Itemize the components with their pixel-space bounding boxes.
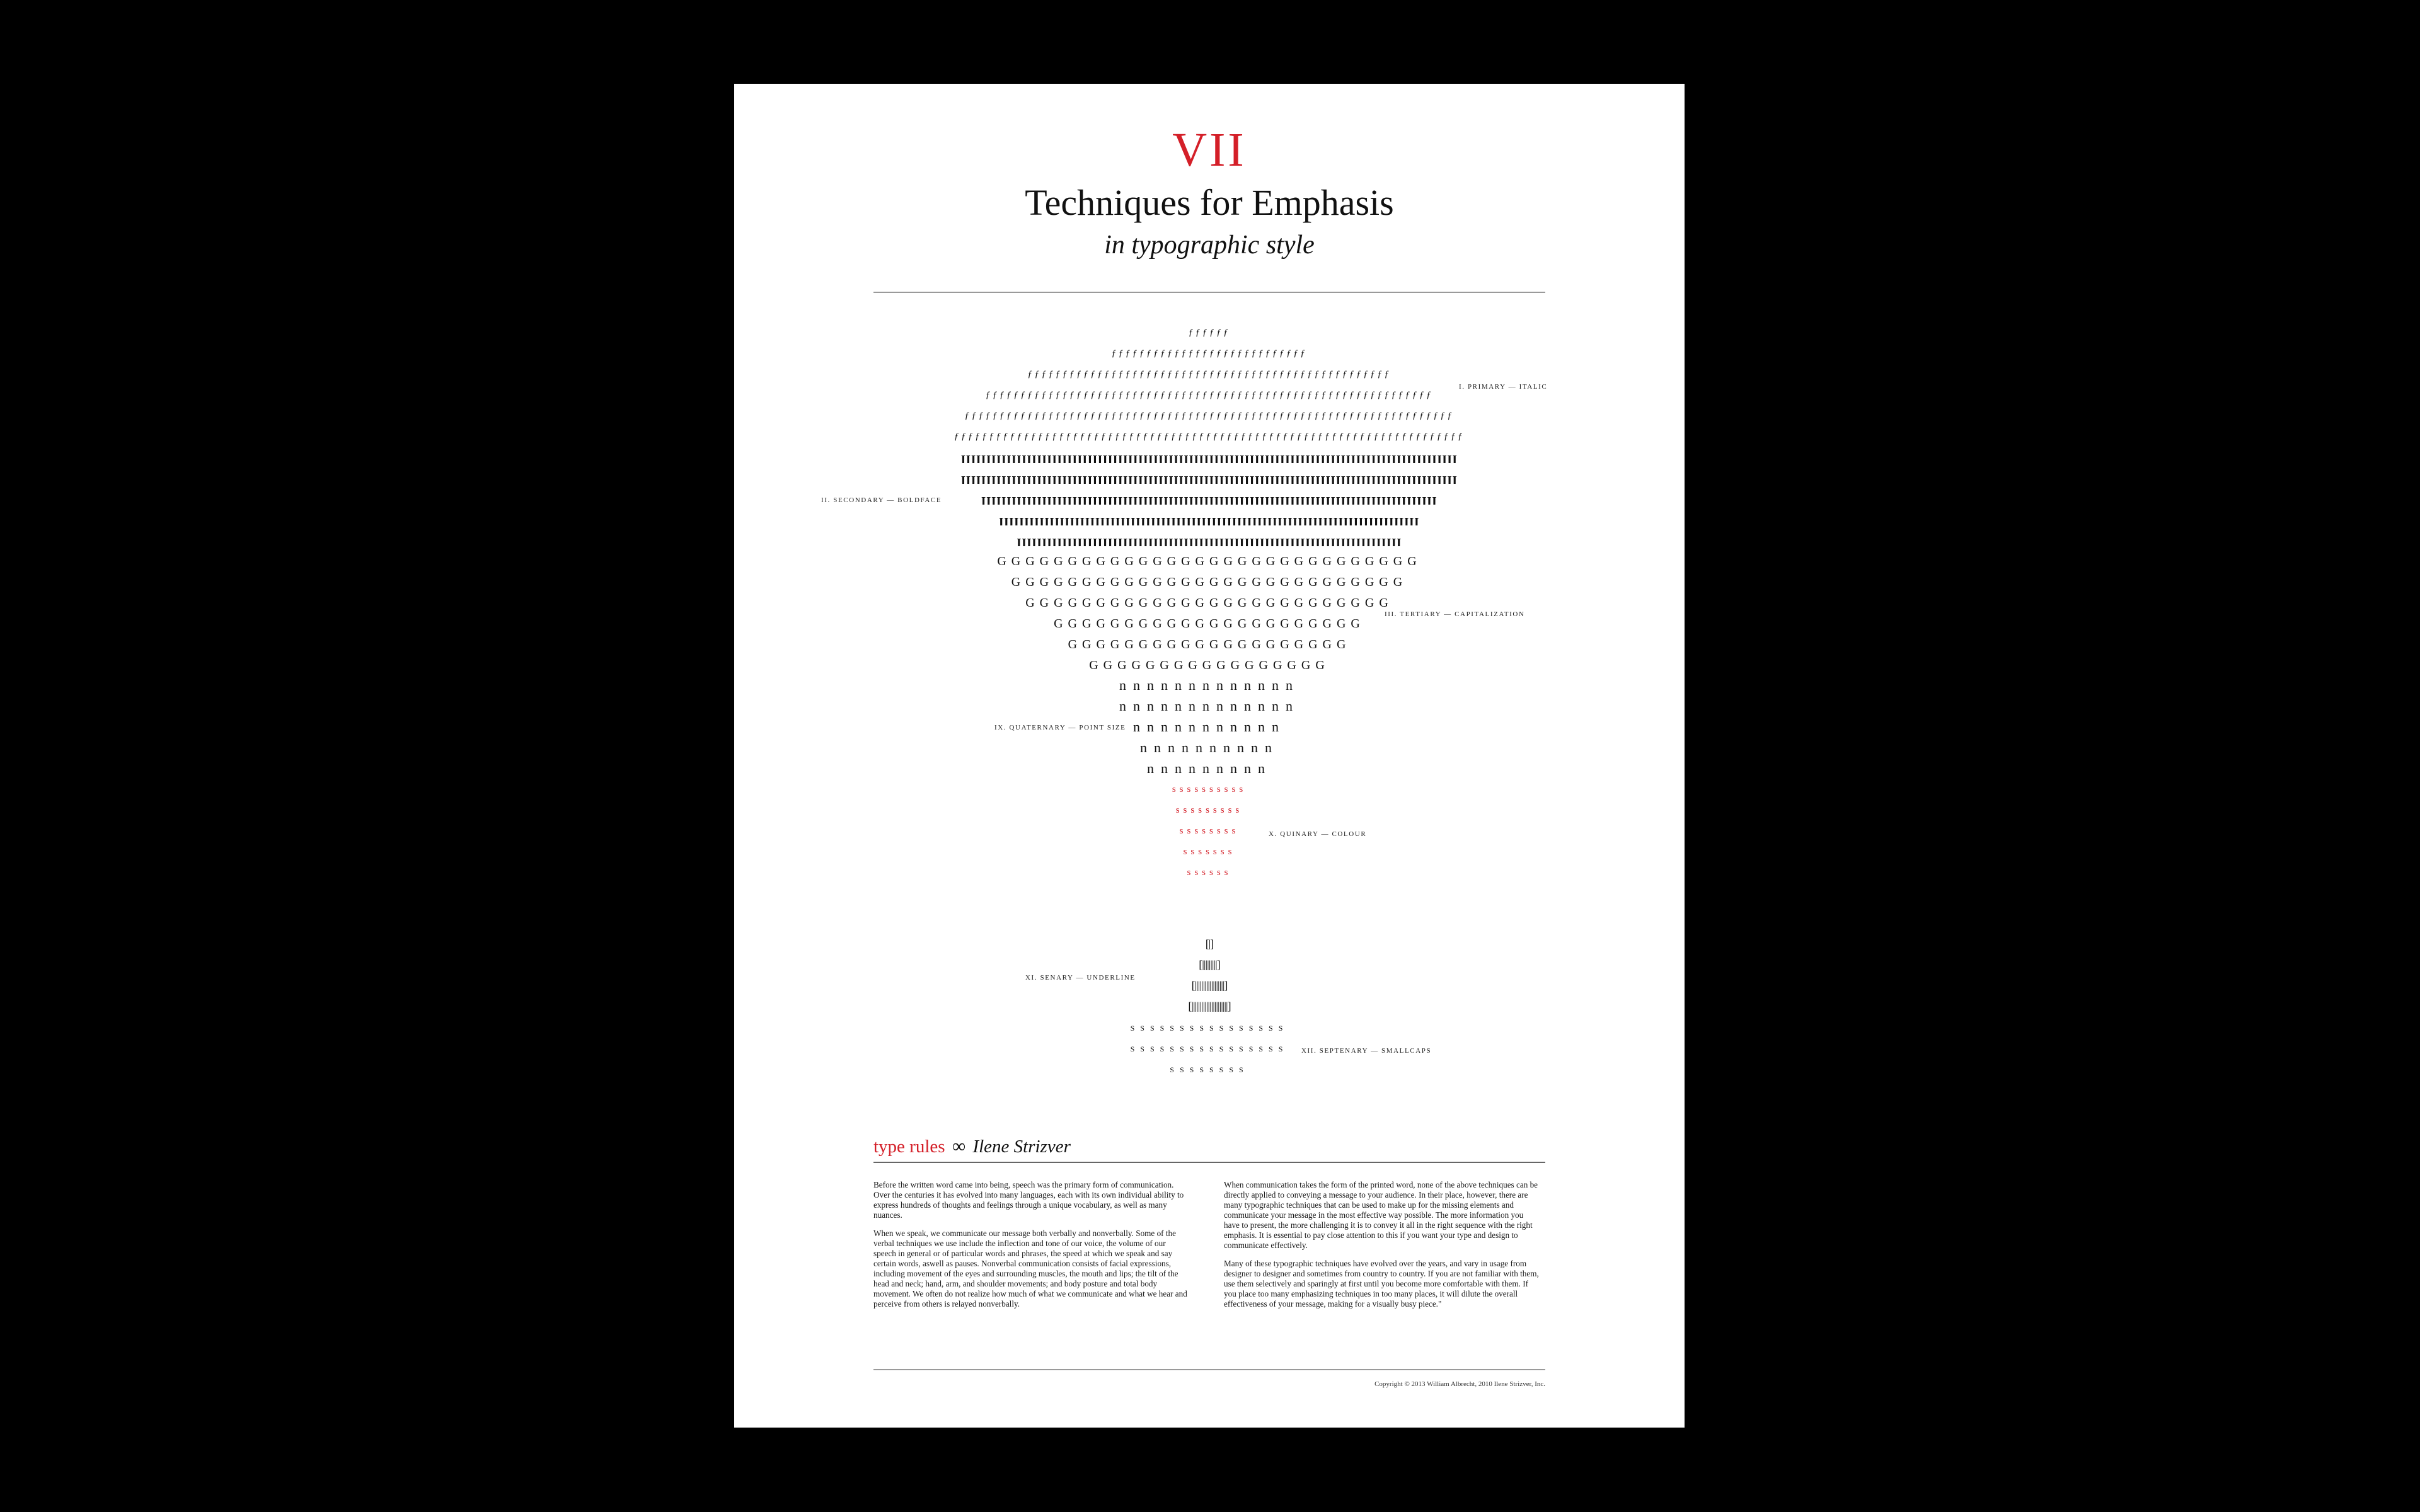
label-primary: I. PRIMARY — ITALIC xyxy=(1459,383,1548,391)
colour-row: sssssssss xyxy=(1175,806,1243,815)
colour-row: ssssss xyxy=(1187,868,1232,878)
author-name: Ilene Strizver xyxy=(972,1137,1071,1157)
italic-row: ƒƒƒƒƒƒƒƒƒƒƒƒƒƒƒƒƒƒƒƒƒƒƒƒƒƒƒƒƒƒƒƒƒƒƒƒƒƒƒƒƒƒƒƒƒƒƒƒƒƒƒƒƒƒƒƒƒƒƒƒƒƒƒƒ xyxy=(985,391,1434,400)
caps-row: GGGGGGGGGGGGGGGGG xyxy=(1089,659,1330,672)
bottom-divider xyxy=(873,1369,1545,1370)
bold-row: ꞁꞁꞁꞁꞁꞁꞁꞁꞁꞁꞁꞁꞁꞁꞁꞁꞁꞁꞁꞁꞁꞁꞁꞁꞁꞁꞁꞁꞁꞁꞁꞁꞁꞁꞁꞁꞁꞁꞁꞁꞁꞁꞁꞁꞁꞁꞁꞁꞁꞁꞁꞁꞁꞁꞁꞁꞁꞁꞁꞁꞁꞁꞁꞁꞁꞁꞁꞁꞁꞁꞁꞁꞁꞁꞁꞁꞁꞁꞁꞁꞁꞁꞁꞁꞁꞁꞁꞁꞁꞁꞁꞁꞁꞁꞁꞁꞁꞁ xyxy=(961,472,1458,484)
body-column-right xyxy=(1224,1180,1539,1317)
caps-row: GGGGGGGGGGGGGGGGGGGGGGGGGGGGGG xyxy=(997,555,1422,568)
infinity-glyph: ∞ xyxy=(952,1136,966,1157)
caps-row: GGGGGGGGGGGGGGGGGGGGGG xyxy=(1054,617,1365,630)
label-tertiary: III. TERTIARY — CAPITALIZATION xyxy=(1385,610,1525,618)
italic-row: ƒƒƒƒƒƒ xyxy=(1188,328,1231,338)
label-quinary: X. QUINARY — COLOUR xyxy=(1269,830,1367,838)
chapter-numeral: VII xyxy=(1172,123,1247,176)
page-title: Techniques for Emphasis xyxy=(1025,182,1394,223)
italic-row: ƒƒƒƒƒƒƒƒƒƒƒƒƒƒƒƒƒƒƒƒƒƒƒƒƒƒƒƒƒƒƒƒƒƒƒƒƒƒƒƒƒƒƒƒƒƒƒƒƒƒƒƒƒƒƒƒƒƒƒƒƒƒƒƒƒƒƒƒƒƒƒƒƒ xyxy=(954,432,1465,442)
label-quaternary: IX. QUATERNARY — POINT SIZE xyxy=(994,724,1126,731)
underline-row: [|] xyxy=(1205,938,1214,949)
underline-row: [||||||||||||||||||||||] xyxy=(1188,1000,1231,1012)
series-signature xyxy=(873,1137,1071,1156)
bold-row: ꞁꞁꞁꞁꞁꞁꞁꞁꞁꞁꞁꞁꞁꞁꞁꞁꞁꞁꞁꞁꞁꞁꞁꞁꞁꞁꞁꞁꞁꞁꞁꞁꞁꞁꞁꞁꞁꞁꞁꞁꞁꞁꞁꞁꞁꞁꞁꞁꞁꞁꞁꞁꞁꞁꞁꞁꞁꞁꞁꞁꞁꞁꞁꞁꞁꞁꞁꞁꞁꞁꞁꞁꞁꞁꞁꞁꞁꞁꞁꞁꞁꞁꞁ xyxy=(999,514,1420,525)
series-name: type rules xyxy=(873,1137,945,1157)
label-secondary: II. SECONDARY — BOLDFACE xyxy=(821,496,942,504)
body-paragraph: Many of these typographic techniques have evolved over the years, and vary in usage from designer to designer and sometimes from country to country. If you are not familiar with them, use them selectively and sparingly at first until you become more comfortable with them. If you place too many emphasizing techniques in too many places, it will dilute the overall effectiveness of your message, making for a visually busy piece." xyxy=(1224,1259,1539,1309)
poster xyxy=(734,84,1685,1428)
body-paragraph: When communication takes the form of the printed word, none of the above techniques can be directly applied to conveying a message to your audience. In their place, however, there are many typographic techniques that can be used to make up for the missing elements and communicate your message in the most effective way possible. The more information you have to present, the more challenging it is to convey it all in the right sequence with the right emphasis. It is essential to pay close attention to this if you want your type and design to communicate effectively. xyxy=(1224,1180,1538,1250)
copyright-notice: Copyright © 2013 William Albrecht, 2010 Ilene Strizver, Inc. xyxy=(1374,1380,1545,1388)
smallcaps-row: SSSSSSSSSSSSSSSS xyxy=(1130,1045,1289,1053)
bold-row: ꞁꞁꞁꞁꞁꞁꞁꞁꞁꞁꞁꞁꞁꞁꞁꞁꞁꞁꞁꞁꞁꞁꞁꞁꞁꞁꞁꞁꞁꞁꞁꞁꞁꞁꞁꞁꞁꞁꞁꞁꞁꞁꞁꞁꞁꞁꞁꞁꞁꞁꞁꞁꞁꞁꞁꞁꞁꞁꞁꞁꞁꞁꞁꞁꞁꞁꞁꞁꞁꞁꞁꞁꞁꞁꞁꞁ xyxy=(1017,535,1402,546)
italic-row: ƒƒƒƒƒƒƒƒƒƒƒƒƒƒƒƒƒƒƒƒƒƒƒƒƒƒƒƒ xyxy=(1111,349,1308,358)
caps-row: GGGGGGGGGGGGGGGGGGGGGGGGGGGG xyxy=(1011,576,1408,588)
bold-row: ꞁꞁꞁꞁꞁꞁꞁꞁꞁꞁꞁꞁꞁꞁꞁꞁꞁꞁꞁꞁꞁꞁꞁꞁꞁꞁꞁꞁꞁꞁꞁꞁꞁꞁꞁꞁꞁꞁꞁꞁꞁꞁꞁꞁꞁꞁꞁꞁꞁꞁꞁꞁꞁꞁꞁꞁꞁꞁꞁꞁꞁꞁꞁꞁꞁꞁꞁꞁꞁꞁꞁꞁꞁꞁꞁꞁꞁꞁꞁꞁꞁꞁꞁꞁꞁꞁꞁꞁꞁꞁ xyxy=(981,493,1438,505)
underline-row: [|||||||||] xyxy=(1199,959,1220,970)
caps-row: GGGGGGGGGGGGGGGGGGGG xyxy=(1068,638,1351,651)
colour-row: sssssss xyxy=(1183,847,1236,857)
point-size-row: nnnnnnnnnn xyxy=(1140,741,1279,755)
italic-row: ƒƒƒƒƒƒƒƒƒƒƒƒƒƒƒƒƒƒƒƒƒƒƒƒƒƒƒƒƒƒƒƒƒƒƒƒƒƒƒƒƒƒƒƒƒƒƒƒƒƒƒƒ xyxy=(1027,370,1392,379)
body-paragraph: Before the written word came into being, speech was the primary form of communication. Over the centuries it has evolved into many languages, each with its own individual ability to express hundreds of thoughts and feelings through a unique vocabulary, as well as many nuances. xyxy=(873,1180,1184,1220)
point-size-row: nnnnnnnnnnn xyxy=(1133,720,1286,734)
italic-row: ƒƒƒƒƒƒƒƒƒƒƒƒƒƒƒƒƒƒƒƒƒƒƒƒƒƒƒƒƒƒƒƒƒƒƒƒƒƒƒƒƒƒƒƒƒƒƒƒƒƒƒƒƒƒƒƒƒƒƒƒƒƒƒƒƒƒƒƒƒƒ xyxy=(964,411,1455,421)
underline-row: [||||||||||||||||||] xyxy=(1191,980,1228,991)
smallcaps-row: SSSSSSSSSSSSSSSS xyxy=(1130,1024,1289,1032)
point-size-row: nnnnnnnnnnnnn xyxy=(1119,699,1299,713)
point-size-row: nnnnnnnnn xyxy=(1147,762,1272,776)
label-senary: XI. SENARY — UNDERLINE xyxy=(1025,974,1136,982)
caps-row: GGGGGGGGGGGGGGGGGGGGGGGGGG xyxy=(1025,597,1393,609)
label-septenary: XII. SEPTENARY — SMALLCAPS xyxy=(1301,1047,1432,1055)
footer-divider xyxy=(873,1162,1545,1163)
smallcaps-row: SSSSSSSS xyxy=(1170,1066,1249,1074)
body-column-left xyxy=(873,1180,1189,1317)
page-subtitle: in typographic style xyxy=(1104,231,1315,260)
point-size-row: nnnnnnnnnnnnn xyxy=(1119,679,1299,692)
bold-row: ꞁꞁꞁꞁꞁꞁꞁꞁꞁꞁꞁꞁꞁꞁꞁꞁꞁꞁꞁꞁꞁꞁꞁꞁꞁꞁꞁꞁꞁꞁꞁꞁꞁꞁꞁꞁꞁꞁꞁꞁꞁꞁꞁꞁꞁꞁꞁꞁꞁꞁꞁꞁꞁꞁꞁꞁꞁꞁꞁꞁꞁꞁꞁꞁꞁꞁꞁꞁꞁꞁꞁꞁꞁꞁꞁꞁꞁꞁꞁꞁꞁꞁꞁꞁꞁꞁꞁꞁꞁꞁꞁꞁꞁꞁꞁꞁꞁꞁ xyxy=(961,452,1458,463)
colour-row: ssssssssss xyxy=(1172,785,1247,794)
body-paragraph: When we speak, we communicate our message both verbally and nonverbally. Some of the verbal techniques we use include the inflection and tone of our voice, the volume of our speech in general or of particular words and phrases, the speed at which we speak and say certain words, aswell as pauses. Nonverbal communication consists of facial expressions, including movement of the eyes and surrounding muscles, the mouth and lips; the tilt of the head and neck; hand, arm, and shoulder movements; and body posture and total body movement. We often do not realize how much of what we communicate and what we hear and perceive from others is relayed nonverbally. xyxy=(873,1228,1187,1309)
colour-row: ssssssss xyxy=(1179,827,1240,836)
